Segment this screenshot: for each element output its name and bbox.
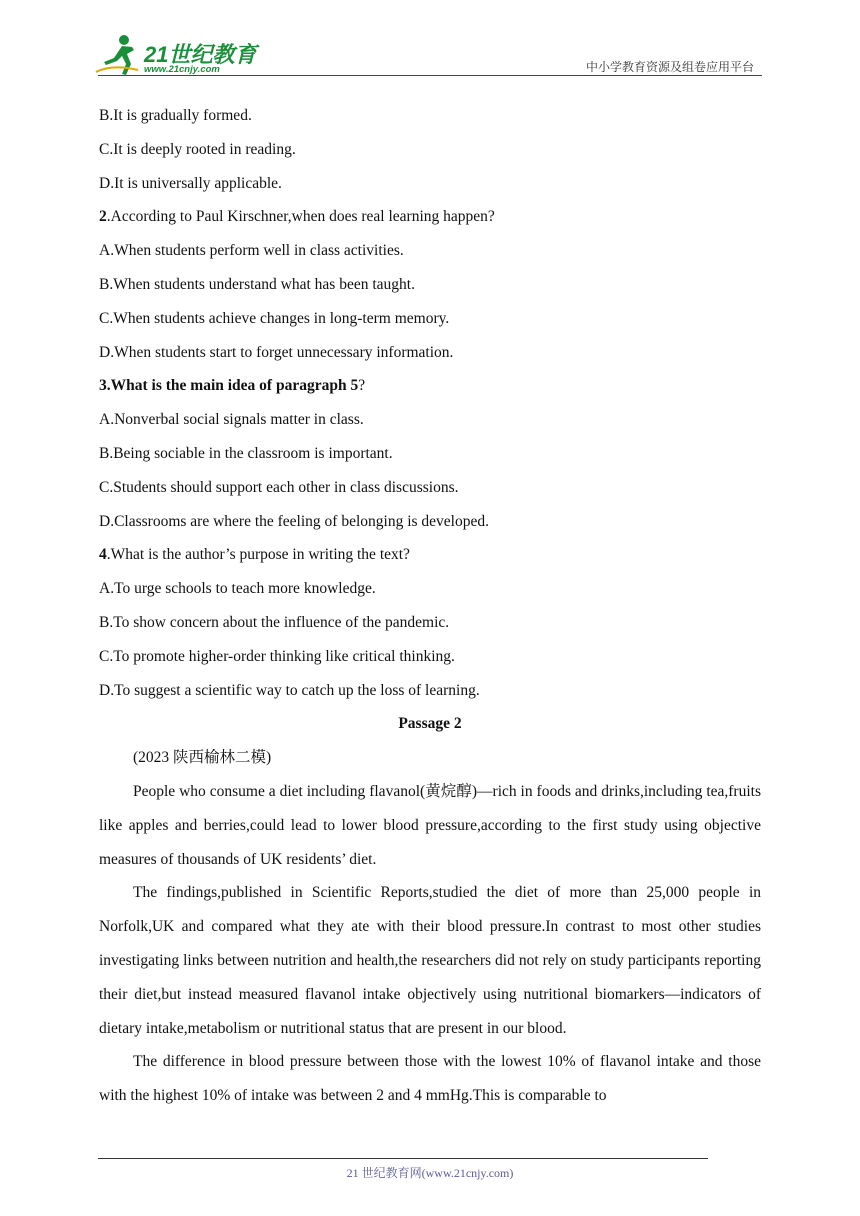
header-divider bbox=[98, 75, 762, 76]
passage-paragraph-1: People who consume a diet including flavanol(黄烷醇)—rich in foods and drinks,including tea,fruits like apples and berries,could lead to lower blood pressure,according to the first study using objective measures of thousands of UK residents’ diet. bbox=[99, 782, 761, 868]
document-body bbox=[99, 99, 761, 1113]
q3-qmark: ? bbox=[358, 377, 366, 395]
platform-name: 中小学教育资源及组卷应用平台 bbox=[585, 60, 754, 74]
logo-text: 21世纪教育 bbox=[144, 42, 257, 67]
page-footer: 21 世纪教育网(www.21cnjy.com) bbox=[346, 1166, 514, 1180]
q3-option-d: D.Classrooms are where the feeling of belonging is developed. bbox=[99, 512, 489, 530]
q2-stem bbox=[99, 200, 761, 234]
q3-option-b: B.Being sociable in the classroom is important. bbox=[99, 444, 393, 462]
q2-number: 2 bbox=[99, 208, 107, 226]
q1-option-b: B.It is gradually formed. bbox=[99, 107, 252, 124]
q4-option-b: B.To show concern about the influence of the pandemic. bbox=[99, 613, 450, 631]
q2-option-a: A.When students perform well in class activities. bbox=[99, 242, 404, 260]
q3-number: 3 bbox=[99, 377, 107, 395]
logo-url: www.21cnjy.com bbox=[144, 64, 220, 75]
q3-stem bbox=[99, 369, 761, 403]
q3-option-a: A.Nonverbal social signals matter in class. bbox=[99, 411, 364, 429]
passage-paragraph-2: The findings,published in Scientific Reports,studied the diet of more than 25,000 people in Norfolk,UK and compared what they ate with their blood pressure.In contrast to most other studies investigating links between nutrition and health,the researchers did not rely on study participants reporting their diet,but instead measured flavanol intake objectively using nutritional biomarkers—indicators of dietary intake,metabolism or nutritional status that are present in our blood. bbox=[99, 884, 761, 1037]
site-logo bbox=[92, 34, 262, 78]
passage-source: (2023 陕西榆林二模) bbox=[133, 749, 272, 767]
q4-number: 4 bbox=[99, 546, 107, 564]
q4-option-a: A.To urge schools to teach more knowledge. bbox=[99, 580, 376, 598]
q2-option-c: C.When students achieve changes in long-term memory. bbox=[99, 309, 450, 327]
q4-text: .What is the author’s purpose in writing the text? bbox=[106, 546, 410, 564]
q4-option-c: C.To promote higher-order thinking like critical thinking. bbox=[99, 647, 455, 665]
q1-option-d: D.It is universally applicable. bbox=[99, 174, 282, 192]
q3-text: .What is the main idea of paragraph 5 bbox=[106, 377, 359, 395]
footer-divider bbox=[98, 1158, 708, 1159]
q2-text: .According to Paul Kirschner,when does real learning happen? bbox=[106, 208, 495, 226]
passage-paragraph-3: The difference in blood pressure between those with the lowest 10% of flavanol intake and those with the highest 10% of intake was between 2 and 4 mmHg.This is comparable to bbox=[99, 1053, 761, 1105]
q2-option-d: D.When students start to forget unnecessary information. bbox=[99, 343, 454, 361]
page-header bbox=[0, 0, 860, 80]
q1-option-c: C.It is deeply rooted in reading. bbox=[99, 140, 296, 158]
runner-logo-icon bbox=[92, 34, 142, 76]
q2-option-b: B.When students understand what has been taught. bbox=[99, 275, 415, 293]
q4-stem bbox=[99, 538, 761, 572]
passage-title: Passage 2 bbox=[398, 715, 462, 733]
q3-option-c: C.Students should support each other in class discussions. bbox=[99, 478, 459, 496]
q4-option-d: D.To suggest a scientific way to catch up the loss of learning. bbox=[99, 681, 480, 699]
